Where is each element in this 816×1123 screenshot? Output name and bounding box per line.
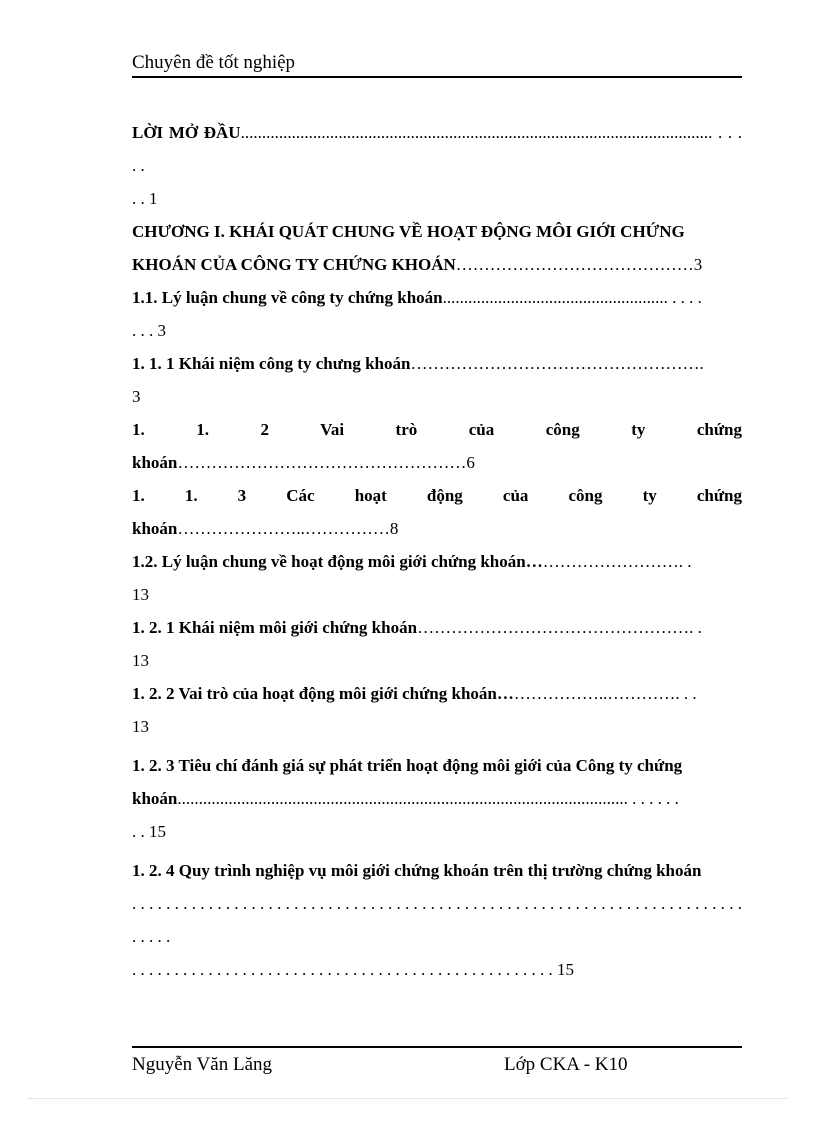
toc-page-number: . . 15	[132, 822, 166, 841]
page-header	[132, 50, 742, 78]
toc-leader: …………………………………………….	[410, 354, 704, 373]
page-edge-divider	[28, 1098, 788, 1099]
toc-entry-1-2-1[interactable]	[132, 611, 742, 644]
toc-entry-1-2-4[interactable]	[132, 854, 742, 986]
toc-page-number: 13	[132, 651, 149, 670]
toc-title-line-2: khoán	[132, 519, 178, 538]
page-footer	[132, 1046, 742, 1075]
toc-entry-1-2-2[interactable]	[132, 677, 742, 710]
toc-title-line-1: 1. 1. 3 Các hoạt động của công ty chứng	[132, 486, 742, 505]
toc-entry-chapter-1[interactable]	[132, 215, 742, 281]
toc-title-line-1: 1. 2. 4 Quy trình nghiệp vụ môi giới chứng khoán trên thị trường chứng khoán	[132, 861, 702, 880]
toc-page-number: 13	[132, 585, 149, 604]
toc-title-line-2: KHOÁN CỦA CÔNG TY CHỨNG KHOÁN	[132, 255, 456, 274]
toc-leader: .......................................................................................................... . . . . . .	[177, 789, 679, 808]
toc-leader: ……………………. .	[542, 552, 692, 571]
toc-leader: …………………..……………8	[177, 519, 399, 538]
toc-page-number: . . 1	[132, 189, 158, 208]
toc-leader: ……………………………………………6	[177, 453, 475, 472]
toc-title: 1. 1. 1 Khái niệm công ty chưng khoán	[132, 354, 411, 373]
toc-leader: ……………………………………3	[455, 255, 703, 274]
toc-title-line-2: khoán	[132, 789, 178, 808]
toc-title-line-1: 1. 2. 3 Tiêu chí đánh giá sự phát triển hoạt động môi giới của Công ty chứng	[132, 756, 683, 775]
toc-title-line-2: khoán	[132, 453, 178, 472]
toc-leader: ..................................................... . . . .	[442, 288, 702, 307]
table-of-contents	[132, 116, 742, 986]
toc-entry-1-1[interactable]	[132, 281, 742, 314]
toc-entry-1-1-1[interactable]	[132, 347, 742, 380]
toc-title: LỜI MỞ ĐẦU	[132, 123, 241, 142]
toc-leader: …………………………………………. .	[417, 618, 702, 637]
footer-class: Lớp CKA - K10	[504, 1054, 628, 1075]
footer-author: Nguyễn Văn Lăng	[132, 1054, 273, 1075]
header-title: Chuyên đề tốt nghiệp	[132, 52, 296, 73]
toc-leader: ……………..…………. . .	[513, 684, 697, 703]
toc-leader: ............................................................................................................... . . . . .	[132, 123, 743, 175]
toc-title-line-1: CHƯƠNG I. KHÁI QUÁT CHUNG VỀ HOẠT ĐỘNG MÔI GIỚI CHỨNG	[132, 222, 685, 241]
toc-title: 1. 2. 2 Vai trò của hoạt động môi giới chứng khoán…	[132, 684, 514, 703]
toc-entry-1-1-3[interactable]	[132, 479, 742, 545]
toc-page-number: 13	[132, 717, 149, 736]
toc-entry-1-2[interactable]	[132, 545, 742, 578]
toc-title-line-1: 1. 1. 2 Vai trò của công ty chứng	[132, 420, 742, 439]
toc-page-number: . . . 3	[132, 321, 166, 340]
toc-entry-1-1-2[interactable]	[132, 413, 742, 479]
toc-title: 1.2. Lý luận chung về hoạt động môi giới chứng khoán…	[132, 552, 543, 571]
toc-leader-with-page: . . . . . . . . . . . . . . . . . . . . . . . . . . . . . . . . . . . . . . . . . . . . . . . . . . 15	[132, 960, 574, 979]
toc-title: 1. 2. 1 Khái niệm môi giới chứng khoán	[132, 618, 418, 637]
toc-entry-intro[interactable]	[132, 116, 742, 182]
toc-entry-1-2-3[interactable]	[132, 749, 742, 815]
toc-title: 1.1. Lý luận chung về công ty chứng khoán	[132, 288, 443, 307]
toc-leader: . . . . . . . . . . . . . . . . . . . . . . . . . . . . . . . . . . . . . . . . . . . . . . . . . . . . . . . . . . . . . . . . . . . . . . . . . . . . .	[132, 894, 742, 946]
toc-page-number: 3	[132, 387, 141, 406]
